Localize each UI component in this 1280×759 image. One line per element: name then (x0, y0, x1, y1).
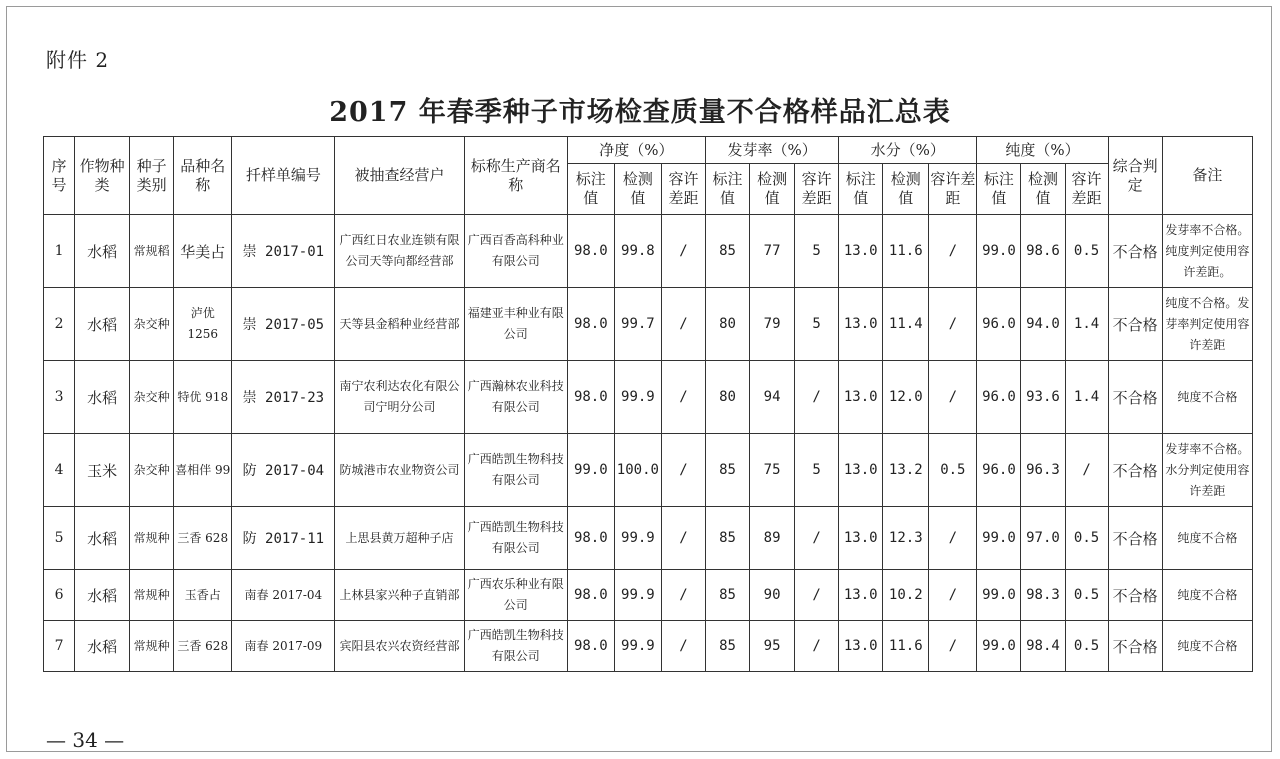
header-sample-no: 扦样单编号 (232, 137, 335, 215)
cell-pur-tol: 0.5 (1065, 215, 1108, 288)
cell-producer: 广西皓凯生物科技有限公司 (464, 434, 567, 507)
cell-clean-test: 99.8 (614, 215, 661, 288)
cell-germ-test: 94 (750, 361, 795, 434)
cell-variety: 喜相伴 99 (174, 434, 232, 507)
cell-clean-label: 98.0 (567, 621, 614, 672)
page-number: — 34 — (46, 728, 125, 752)
table-row (44, 507, 1253, 570)
cell-germ-label: 85 (705, 215, 749, 288)
cell-judgment: 不合格 (1108, 621, 1162, 672)
table-row (44, 288, 1253, 361)
table-row (44, 434, 1253, 507)
cell-seq: 7 (44, 621, 75, 672)
cell-producer: 广西农乐种业有限公司 (464, 570, 567, 621)
cell-moist-test: 12.0 (883, 361, 929, 434)
header-purity-variety: 纯度（%） (977, 137, 1108, 164)
cell-seq: 2 (44, 288, 75, 361)
cell-clean-label: 98.0 (567, 507, 614, 570)
header-seq: 序号 (44, 137, 75, 215)
cell-sample-no: 南春 2017-09 (232, 621, 335, 672)
header-moisture: 水分（%） (839, 137, 977, 164)
cell-pur-label: 99.0 (977, 507, 1021, 570)
cell-clean-test: 99.9 (614, 621, 661, 672)
cell-pur-label: 99.0 (977, 215, 1021, 288)
cell-clean-label: 98.0 (567, 570, 614, 621)
cell-moist-label: 13.0 (839, 434, 883, 507)
cell-clean-tol: / (661, 215, 705, 288)
cell-clean-test: 100.0 (614, 434, 661, 507)
cell-pur-tol: 0.5 (1065, 621, 1108, 672)
cell-seq: 3 (44, 361, 75, 434)
cell-germ-label: 85 (705, 507, 749, 570)
cell-pur-test: 94.0 (1021, 288, 1065, 361)
cell-pur-test: 97.0 (1021, 507, 1065, 570)
cell-pur-test: 98.3 (1021, 570, 1065, 621)
cell-clean-test: 99.9 (614, 570, 661, 621)
cell-operator: 广西红日农业连锁有限公司天等向都经营部 (335, 215, 464, 288)
cell-variety: 特优 918 (174, 361, 232, 434)
cell-moist-tol: / (929, 288, 977, 361)
cell-pur-test: 93.6 (1021, 361, 1065, 434)
cell-remark: 发芽率不合格。纯度判定使用容许差距。 (1162, 215, 1252, 288)
cell-moist-label: 13.0 (839, 570, 883, 621)
cell-seq: 1 (44, 215, 75, 288)
cell-germ-tol: 5 (795, 434, 839, 507)
cell-variety: 玉香占 (174, 570, 232, 621)
subheader-test: 检测值 (750, 164, 795, 215)
cell-operator: 南宁农利达农化有限公司宁明分公司 (335, 361, 464, 434)
cell-germ-tol: / (795, 570, 839, 621)
cell-producer: 福建亚丰种业有限公司 (464, 288, 567, 361)
subheader-tolerance: 容许差距 (1065, 164, 1108, 215)
cell-clean-tol: / (661, 434, 705, 507)
cell-clean-test: 99.9 (614, 507, 661, 570)
cell-moist-test: 11.4 (883, 288, 929, 361)
cell-germ-tol: 5 (795, 215, 839, 288)
cell-sample-no: 南春 2017-04 (232, 570, 335, 621)
cell-seed-type: 杂交种 (130, 288, 174, 361)
cell-seed-type: 常规种 (130, 621, 174, 672)
header-purity-clean: 净度（%） (567, 137, 705, 164)
cell-pur-tol: 1.4 (1065, 288, 1108, 361)
cell-judgment: 不合格 (1108, 215, 1162, 288)
header-row-1 (44, 137, 1253, 164)
cell-judgment: 不合格 (1108, 288, 1162, 361)
subheader-test: 检测值 (614, 164, 661, 215)
cell-germ-tol: 5 (795, 288, 839, 361)
cell-pur-tol: / (1065, 434, 1108, 507)
cell-operator: 防城港市农业物资公司 (335, 434, 464, 507)
cell-pur-tol: 1.4 (1065, 361, 1108, 434)
cell-operator: 天等县金稻种业经营部 (335, 288, 464, 361)
cell-remark: 纯度不合格。发芽率判定使用容许差距 (1162, 288, 1252, 361)
cell-pur-tol: 0.5 (1065, 507, 1108, 570)
cell-producer: 广西瀚林农业科技有限公司 (464, 361, 567, 434)
cell-seed-type: 常规稻 (130, 215, 174, 288)
cell-remark: 发芽率不合格。水分判定使用容许差距 (1162, 434, 1252, 507)
subheader-tolerance: 容许差距 (795, 164, 839, 215)
cell-germ-label: 85 (705, 434, 749, 507)
header-seed-type: 种子类别 (130, 137, 174, 215)
subheader-label: 标注值 (839, 164, 883, 215)
cell-pur-label: 96.0 (977, 288, 1021, 361)
table-row (44, 215, 1253, 288)
cell-clean-tol: / (661, 621, 705, 672)
cell-moist-tol: / (929, 621, 977, 672)
attachment-label: 附件 2 (46, 48, 110, 72)
subheader-test: 检测值 (1021, 164, 1065, 215)
cell-moist-label: 13.0 (839, 507, 883, 570)
cell-pur-test: 98.4 (1021, 621, 1065, 672)
cell-crop: 水稻 (75, 570, 130, 621)
header-producer: 标称生产商名称 (464, 137, 567, 215)
cell-variety: 三香 628 (174, 621, 232, 672)
cell-crop: 水稻 (75, 361, 130, 434)
subheader-label: 标注值 (977, 164, 1021, 215)
cell-judgment: 不合格 (1108, 507, 1162, 570)
cell-clean-label: 99.0 (567, 434, 614, 507)
table-row (44, 621, 1253, 672)
cell-pur-label: 99.0 (977, 621, 1021, 672)
cell-seq: 4 (44, 434, 75, 507)
cell-pur-label: 99.0 (977, 570, 1021, 621)
cell-operator: 上思县黄万超种子店 (335, 507, 464, 570)
cell-moist-test: 13.2 (883, 434, 929, 507)
subheader-test: 检测值 (883, 164, 929, 215)
header-crop: 作物种类 (75, 137, 130, 215)
cell-crop: 玉米 (75, 434, 130, 507)
cell-clean-test: 99.9 (614, 361, 661, 434)
cell-moist-label: 13.0 (839, 215, 883, 288)
cell-variety: 泸优 1256 (174, 288, 232, 361)
cell-clean-tol: / (661, 361, 705, 434)
cell-judgment: 不合格 (1108, 361, 1162, 434)
table-row (44, 361, 1253, 434)
cell-moist-test: 10.2 (883, 570, 929, 621)
cell-variety: 三香 628 (174, 507, 232, 570)
cell-moist-tol: / (929, 215, 977, 288)
cell-producer: 广西皓凯生物科技有限公司 (464, 507, 567, 570)
cell-seed-type: 杂交种 (130, 434, 174, 507)
cell-clean-label: 98.0 (567, 215, 614, 288)
cell-operator: 上林县家兴种子直销部 (335, 570, 464, 621)
cell-moist-label: 13.0 (839, 621, 883, 672)
cell-germ-tol: / (795, 361, 839, 434)
document-title: 2017 年春季种子市场检查质量不合格样品汇总表 (329, 97, 951, 128)
cell-seed-type: 杂交种 (130, 361, 174, 434)
cell-clean-label: 98.0 (567, 288, 614, 361)
cell-germ-label: 80 (705, 361, 749, 434)
cell-seed-type: 常规种 (130, 570, 174, 621)
cell-germ-test: 79 (750, 288, 795, 361)
header-germination: 发芽率（%） (705, 137, 838, 164)
cell-moist-test: 12.3 (883, 507, 929, 570)
cell-judgment: 不合格 (1108, 570, 1162, 621)
cell-pur-test: 96.3 (1021, 434, 1065, 507)
header-variety: 品种名称 (174, 137, 232, 215)
cell-germ-test: 75 (750, 434, 795, 507)
cell-germ-tol: / (795, 621, 839, 672)
subheader-tolerance: 容许差距 (929, 164, 977, 215)
cell-germ-test: 77 (750, 215, 795, 288)
header-remark: 备注 (1162, 137, 1252, 215)
cell-clean-tol: / (661, 507, 705, 570)
cell-crop: 水稻 (75, 288, 130, 361)
cell-germ-tol: / (795, 507, 839, 570)
header-operator: 被抽查经营户 (335, 137, 464, 215)
cell-crop: 水稻 (75, 215, 130, 288)
cell-judgment: 不合格 (1108, 434, 1162, 507)
cell-clean-test: 99.7 (614, 288, 661, 361)
cell-producer: 广西百香高科种业有限公司 (464, 215, 567, 288)
cell-clean-tol: / (661, 570, 705, 621)
cell-germ-test: 89 (750, 507, 795, 570)
cell-sample-no: 崇 2017-23 (232, 361, 335, 434)
cell-clean-tol: / (661, 288, 705, 361)
cell-operator: 宾阳县农兴农资经营部 (335, 621, 464, 672)
cell-seed-type: 常规种 (130, 507, 174, 570)
cell-germ-label: 85 (705, 621, 749, 672)
cell-remark: 纯度不合格 (1162, 361, 1252, 434)
cell-moist-tol: 0.5 (929, 434, 977, 507)
cell-sample-no: 防 2017-04 (232, 434, 335, 507)
cell-germ-test: 90 (750, 570, 795, 621)
cell-moist-tol: / (929, 361, 977, 434)
cell-sample-no: 崇 2017-01 (232, 215, 335, 288)
subheader-label: 标注值 (567, 164, 614, 215)
cell-pur-tol: 0.5 (1065, 570, 1108, 621)
table-row (44, 570, 1253, 621)
cell-remark: 纯度不合格 (1162, 570, 1252, 621)
cell-moist-label: 13.0 (839, 361, 883, 434)
cell-sample-no: 崇 2017-05 (232, 288, 335, 361)
cell-pur-label: 96.0 (977, 434, 1021, 507)
summary-table (43, 136, 1253, 672)
cell-moist-tol: / (929, 570, 977, 621)
subheader-label: 标注值 (705, 164, 749, 215)
cell-seq: 5 (44, 507, 75, 570)
cell-moist-label: 13.0 (839, 288, 883, 361)
header-judgment: 综合判定 (1108, 137, 1162, 215)
cell-producer: 广西皓凯生物科技有限公司 (464, 621, 567, 672)
cell-moist-test: 11.6 (883, 621, 929, 672)
cell-crop: 水稻 (75, 621, 130, 672)
cell-sample-no: 防 2017-11 (232, 507, 335, 570)
cell-clean-label: 98.0 (567, 361, 614, 434)
cell-crop: 水稻 (75, 507, 130, 570)
cell-germ-label: 80 (705, 288, 749, 361)
cell-moist-tol: / (929, 507, 977, 570)
cell-seq: 6 (44, 570, 75, 621)
cell-variety: 华美占 (174, 215, 232, 288)
cell-germ-label: 85 (705, 570, 749, 621)
cell-remark: 纯度不合格 (1162, 507, 1252, 570)
cell-pur-test: 98.6 (1021, 215, 1065, 288)
subheader-tolerance: 容许差距 (661, 164, 705, 215)
cell-remark: 纯度不合格 (1162, 621, 1252, 672)
cell-moist-test: 11.6 (883, 215, 929, 288)
cell-pur-label: 96.0 (977, 361, 1021, 434)
cell-germ-test: 95 (750, 621, 795, 672)
